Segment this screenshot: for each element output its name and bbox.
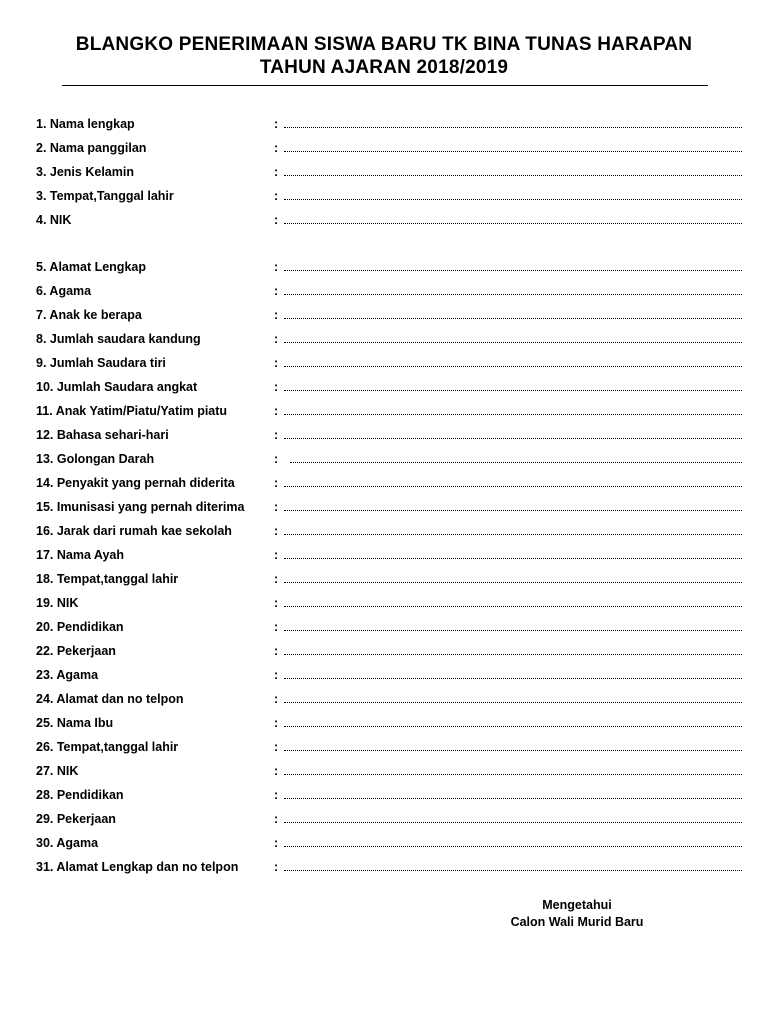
field-label: 29. Pekerjaan [36, 812, 116, 826]
fill-line[interactable] [284, 678, 742, 679]
fill-line[interactable] [284, 127, 742, 128]
field-label: 4. NIK [36, 213, 72, 227]
field-row [36, 834, 742, 852]
fill-line[interactable] [284, 534, 742, 535]
fill-line[interactable] [284, 366, 742, 367]
field-colon: : [274, 812, 279, 826]
field-colon: : [274, 572, 279, 586]
field-colon: : [274, 692, 279, 706]
field-colon: : [274, 189, 279, 203]
field-label: 2. Nama panggilan [36, 141, 147, 155]
title-underline [62, 85, 708, 86]
fill-line[interactable] [284, 510, 742, 511]
field-label: 1. Nama lengkap [36, 117, 135, 131]
field-label: 5. Alamat Lengkap [36, 260, 146, 274]
field-colon: : [274, 332, 279, 346]
field-row [36, 666, 742, 684]
fill-line[interactable] [284, 870, 742, 871]
fill-line[interactable] [284, 414, 742, 415]
field-row [36, 714, 742, 732]
field-row [36, 762, 742, 780]
field-colon: : [274, 764, 279, 778]
fill-line[interactable] [284, 270, 742, 271]
fill-line[interactable] [284, 151, 742, 152]
field-label: 22. Pekerjaan [36, 644, 116, 658]
field-colon: : [274, 308, 279, 322]
fill-line[interactable] [284, 438, 742, 439]
field-row [36, 211, 742, 229]
fill-line[interactable] [284, 606, 742, 607]
fill-line[interactable] [284, 223, 742, 224]
field-label: 25. Nama Ibu [36, 716, 114, 730]
field-row [36, 378, 742, 396]
field-label: 24. Alamat dan no telpon [36, 692, 184, 706]
field-colon: : [274, 452, 279, 466]
field-colon: : [274, 548, 279, 562]
field-colon: : [274, 117, 279, 131]
field-row [36, 546, 742, 564]
field-row [36, 139, 742, 157]
field-row [36, 786, 742, 804]
field-colon: : [274, 428, 279, 442]
fill-line[interactable] [284, 486, 742, 487]
fill-line[interactable] [284, 798, 742, 799]
field-row [36, 258, 742, 276]
field-colon: : [274, 620, 279, 634]
field-label: 31. Alamat Lengkap dan no telpon [36, 860, 239, 874]
field-row [36, 450, 742, 468]
field-colon: : [274, 260, 279, 274]
fill-line[interactable] [284, 318, 742, 319]
field-label: 17. Nama Ayah [36, 548, 125, 562]
field-colon: : [274, 380, 279, 394]
field-colon: : [274, 404, 279, 418]
fill-line[interactable] [284, 558, 742, 559]
field-label: 30. Agama [36, 836, 99, 850]
form-subtitle: TAHUN AJARAN 2018/2019 [259, 57, 509, 78]
field-row [36, 474, 742, 492]
fill-line[interactable] [284, 390, 742, 391]
fill-line[interactable] [284, 175, 742, 176]
field-label: 18. Tempat,tanggal lahir [36, 572, 179, 586]
field-label: 14. Penyakit yang pernah diderita [36, 476, 235, 490]
fill-line[interactable] [284, 726, 742, 727]
field-colon: : [274, 165, 279, 179]
field-label: 10. Jumlah Saudara angkat [36, 380, 198, 394]
field-colon: : [274, 356, 279, 370]
field-row [36, 163, 742, 181]
field-row [36, 594, 742, 612]
field-colon: : [274, 213, 279, 227]
field-row [36, 282, 742, 300]
fill-line[interactable] [284, 774, 742, 775]
fill-line[interactable] [284, 294, 742, 295]
field-label: 8. Jumlah saudara kandung [36, 332, 201, 346]
field-colon: : [274, 596, 279, 610]
form-title: BLANGKO PENERIMAAN SISWA BARU TK BINA TUNAS HARAPAN [75, 34, 693, 55]
field-row [36, 354, 742, 372]
field-label: 6. Agama [36, 284, 92, 298]
fill-line[interactable] [284, 654, 742, 655]
field-row [36, 738, 742, 756]
field-label: 20. Pendidikan [36, 620, 124, 634]
field-row [36, 858, 742, 876]
field-row [36, 426, 742, 444]
field-colon: : [274, 644, 279, 658]
field-label: 15. Imunisasi yang pernah diterima [36, 500, 245, 514]
field-label: 26. Tempat,tanggal lahir [36, 740, 179, 754]
field-label: 23. Agama [36, 668, 99, 682]
field-colon: : [274, 740, 279, 754]
signature-heading: Mengetahui [542, 898, 612, 912]
field-label: 19. NIK [36, 596, 79, 610]
field-row [36, 187, 742, 205]
field-label: 7. Anak ke berapa [36, 308, 142, 322]
signature-role: Calon Wali Murid Baru [510, 915, 644, 929]
field-row [36, 642, 742, 660]
fill-line[interactable] [284, 702, 742, 703]
fill-line[interactable] [284, 630, 742, 631]
field-row [36, 498, 742, 516]
fill-line[interactable] [284, 846, 742, 847]
field-label: 3. Tempat,Tanggal lahir [36, 189, 174, 203]
field-colon: : [274, 788, 279, 802]
field-row [36, 690, 742, 708]
field-colon: : [274, 141, 279, 155]
field-row [36, 522, 742, 540]
field-colon: : [274, 284, 279, 298]
field-label: 28. Pendidikan [36, 788, 124, 802]
field-colon: : [274, 524, 279, 538]
field-label: 16. Jarak dari rumah kae sekolah [36, 524, 232, 538]
field-label: 27. NIK [36, 764, 79, 778]
fill-line[interactable] [290, 462, 742, 463]
field-label: 11. Anak Yatim/Piatu/Yatim piatu [36, 404, 228, 418]
field-row [36, 618, 742, 636]
fill-line[interactable] [284, 822, 742, 823]
field-colon: : [274, 500, 279, 514]
fill-line[interactable] [284, 582, 742, 583]
field-label: 9. Jumlah Saudara tiri [36, 356, 166, 370]
field-colon: : [274, 668, 279, 682]
field-colon: : [274, 860, 279, 874]
field-colon: : [274, 476, 279, 490]
field-row [36, 402, 742, 420]
field-row [36, 115, 742, 133]
field-colon: : [274, 836, 279, 850]
field-label: 13. Golongan Darah [36, 452, 155, 466]
fill-line[interactable] [284, 199, 742, 200]
field-row [36, 306, 742, 324]
field-label: 12. Bahasa sehari-hari [36, 428, 169, 442]
fill-line[interactable] [284, 342, 742, 343]
field-colon: : [274, 716, 279, 730]
field-row [36, 810, 742, 828]
field-row [36, 330, 742, 348]
field-label: 3. Jenis Kelamin [36, 165, 134, 179]
field-row [36, 570, 742, 588]
fill-line[interactable] [284, 750, 742, 751]
